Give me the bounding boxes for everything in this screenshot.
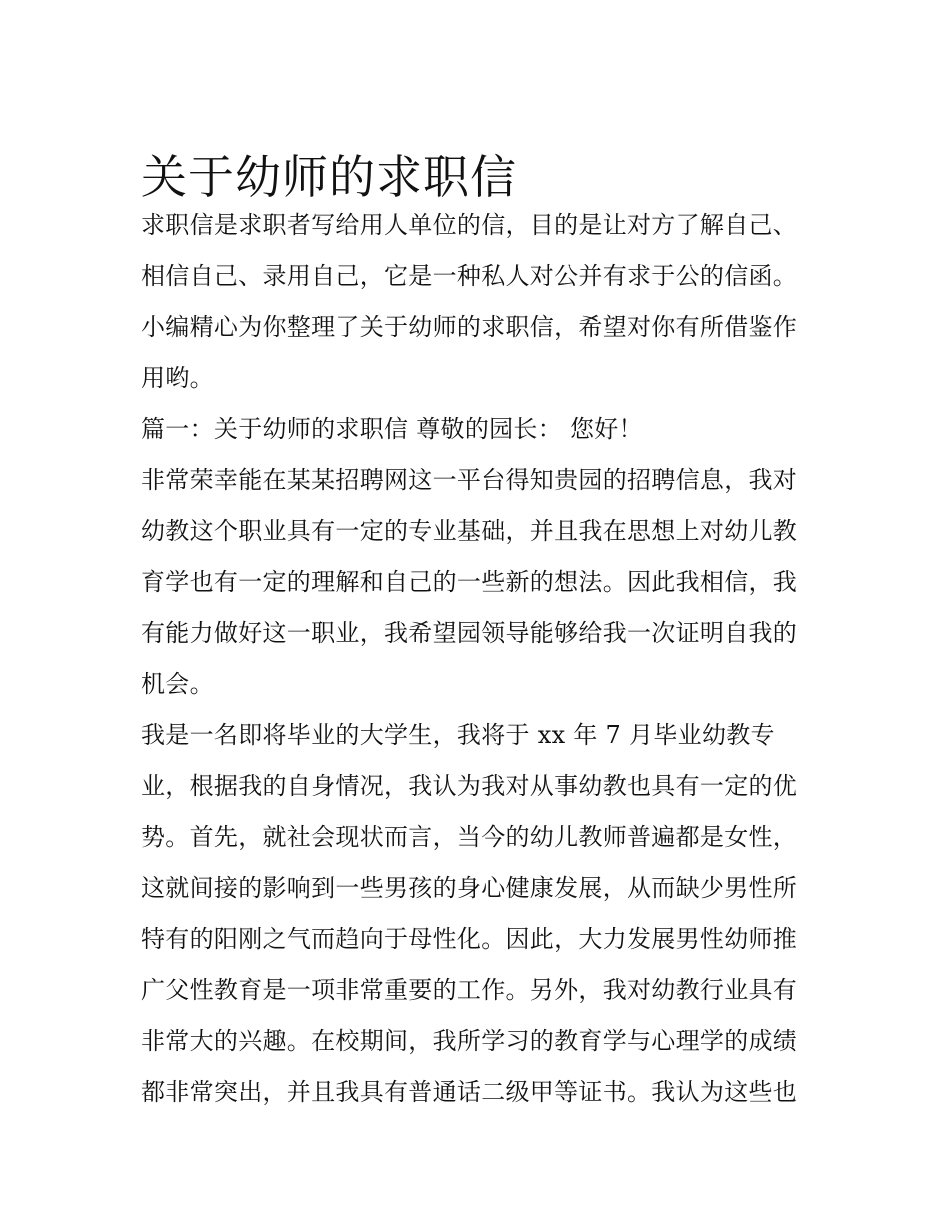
text-line: 机会。 bbox=[141, 670, 214, 698]
text-line: 特有的阳刚之气而趋向于母性化。因此，大力发展男性幼师推 bbox=[141, 925, 798, 953]
document-title: 关于幼师的求职信 bbox=[141, 149, 517, 204]
text-line: 势。首先，就社会现状而言，当今的幼儿教师普遍都是女性， bbox=[141, 823, 798, 851]
text-line: 求职信是求职者写给用人单位的信，目的是让对方了解自己、 bbox=[141, 211, 798, 239]
text-line: 这就间接的影响到一些男孩的身心健康发展，从而缺少男性所 bbox=[141, 874, 798, 902]
text-line: 都非常突出，并且我具有普通话二级甲等证书。我认为这些也 bbox=[141, 1078, 798, 1106]
text-line: 有能力做好这一职业，我希望园领导能够给我一次证明自我的 bbox=[141, 619, 798, 647]
text-line: 用哟。 bbox=[141, 364, 214, 392]
text-line: 育学也有一定的理解和自己的一些新的想法。因此我相信，我 bbox=[141, 568, 798, 596]
text-line: 小编精心为你整理了关于幼师的求职信，希望对你有所借鉴作 bbox=[141, 313, 798, 341]
text-line: 广父性教育是一项非常重要的工作。另外，我对幼教行业具有 bbox=[141, 976, 798, 1004]
text-line: 篇一：关于幼师的求职信 尊敬的园长： 您好！ bbox=[141, 415, 643, 443]
text-line: 非常荣幸能在某某招聘网这一平台得知贵园的招聘信息，我对 bbox=[141, 466, 798, 494]
text-line: 幼教这个职业具有一定的专业基础，并且我在思想上对幼儿教 bbox=[141, 517, 798, 545]
text-line: 我是一名即将毕业的大学生，我将于 xx 年 7 月毕业幼教专 bbox=[141, 721, 775, 749]
text-line: 相信自己、录用自己，它是一种私人对公并有求于公的信函。 bbox=[141, 262, 798, 290]
text-line: 业，根据我的自身情况，我认为我对从事幼教也具有一定的优 bbox=[141, 772, 798, 800]
text-line: 非常大的兴趣。在校期间，我所学习的教育学与心理学的成绩 bbox=[141, 1027, 798, 1055]
document-body bbox=[141, 200, 821, 1118]
